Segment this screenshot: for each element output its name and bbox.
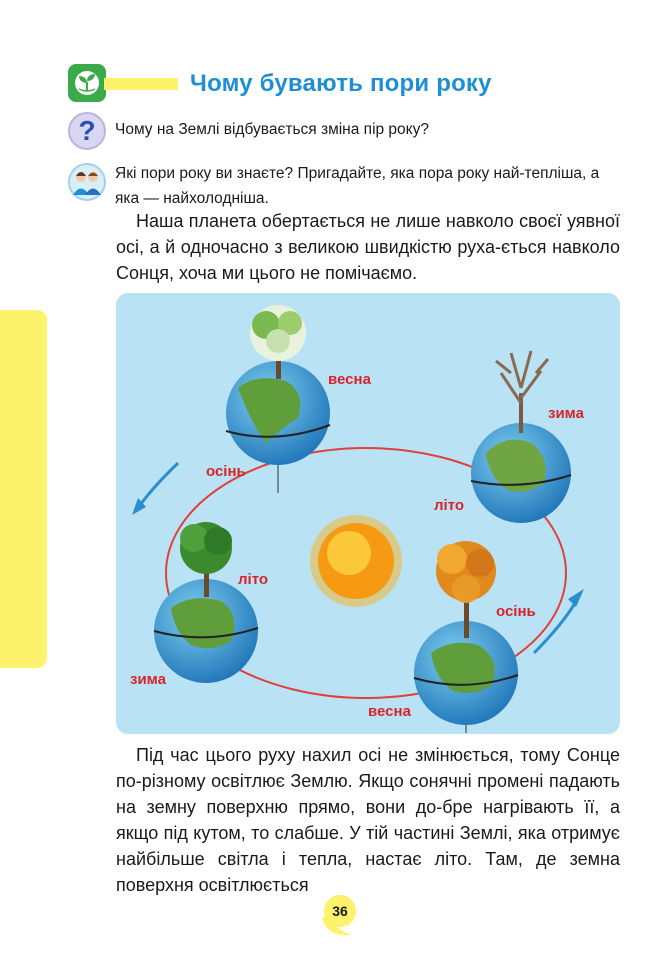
- task-text: Які пори року ви знаєте? Пригадайте, яка пора року най-тепліша, а яка — найхолодніша.: [115, 165, 600, 207]
- paragraph-1: [116, 208, 620, 286]
- label-autumn-bottom: осінь: [496, 603, 536, 620]
- side-tab: [0, 310, 47, 668]
- sun-icon: [310, 515, 402, 607]
- label-winter-left: зима: [130, 671, 166, 688]
- question-text: Чому на Землі відбувається зміна пір року?: [115, 121, 430, 138]
- label-winter-right: зима: [548, 405, 584, 422]
- page-number: 36: [324, 895, 356, 927]
- section-title: Чому бувають пори року: [190, 70, 492, 97]
- paragraph-1-text: Наша планета обертається не лише навколо своєї уявної осі, а й одночасно з великою швидкістю руха-ється навколо Сонця, хоча ми цього не помічаємо.: [116, 211, 620, 283]
- label-autumn-top: осінь: [206, 463, 246, 480]
- sprout-icon: [68, 64, 106, 102]
- paragraph-2: [116, 742, 620, 898]
- seasons-figure: [116, 293, 620, 734]
- label-spring-top: весна: [328, 371, 371, 388]
- earth-orbit-seasons-illustration: [116, 293, 620, 734]
- label-spring-bottom: весна: [368, 703, 411, 720]
- label-summer-right: літо: [434, 497, 465, 514]
- paragraph-2-text: Під час цього руху нахил осі не змінюється, тому Сонце по-різному освітлює Землю. Якщо сонячні промені падають на земну поверхню прямо, вони до-бре нагрівають її, а якщо під кутом, то слабше. У тій частині Землі, яка отримує найбільше світла і тепла, настає літо. Там, де земна поверхня освітлюється: [116, 745, 620, 895]
- globe-winter: [471, 351, 571, 523]
- globe-autumn: [414, 541, 518, 733]
- question-icon: ?: [68, 112, 106, 150]
- page-number-badge: [318, 895, 360, 939]
- header-underline: [104, 78, 178, 90]
- pair-work-icon: [68, 163, 106, 201]
- label-summer-left: літо: [238, 571, 269, 588]
